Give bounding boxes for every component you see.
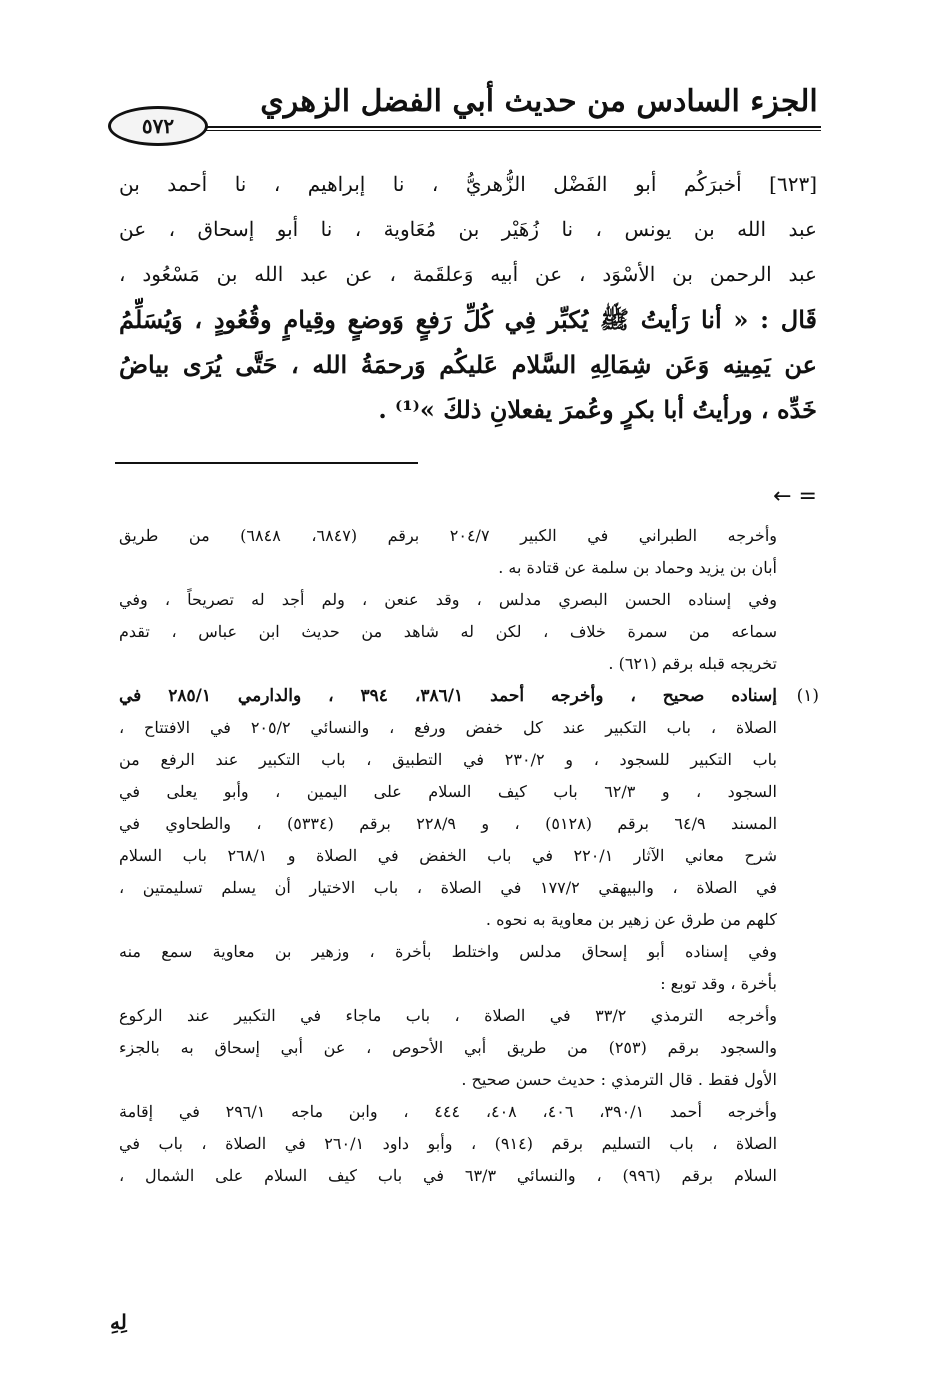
main-line: عبد الله بن يونس ، نا زُهَيْر بن مُعَاوية ، نا أبو إسحاق ، عن (119, 217, 817, 241)
footnote-line: الصلاة ، باب التكبير عند كل خفض ورفع ، والنسائي ٢٠٥/٢ في الافتتاح ، (119, 718, 778, 737)
footnote-line-text: إسناده صحيح ، وأخرجه أحمد ٣٨٦/١، ٣٩٤ ، والدارمي ٢٨٥/١ في (119, 686, 778, 706)
footnote-line: والسجود برقم (٢٥٣) من طريق أبي الأحوص ، عن أبي إسحاق به بالجزء (119, 1038, 777, 1057)
footnote-line: باب التكبير للسجود ، و ٢٣٠/٢ في التطبيق ، باب التكبير عند الرفع من (119, 750, 777, 769)
footnote-line: تخريجه قبله برقم (٦٢١) . (608, 654, 777, 673)
page-number-badge (108, 106, 208, 146)
main-line-bold (119, 387, 817, 432)
footnote-line: الأول فقط . قال الترمذي : حديث حسن صحيح . (461, 1070, 777, 1089)
footnote-line: أبان بن يزيد وحماد بن سلمة عن قتادة به . (498, 558, 777, 577)
footnote-line: وأخرجه الطبراني في الكبير ٢٠٤/٧ برقم (٦٨٤٧، ٦٨٤٨) من طريق (119, 526, 777, 545)
continuation-mark: = ← (773, 484, 817, 509)
main-line-bold (119, 297, 817, 342)
main-line-bold-text: قَال : « أنا رَأيتُ ﷺ يُكبِّر فِي كُلِّ رَفعٍ وَوضعٍ وقِيامٍ وقُعُودٍ ، وَيُسَلِّمُ (119, 305, 817, 334)
main-line-bold (119, 342, 817, 387)
footnote-line: وفي إسناده أبو إسحاق مدلس واختلط بأخرة ، وزهير بن معاوية سمع منه (119, 942, 777, 961)
main-hadith-text (119, 162, 817, 432)
page-number: ٥٧٢ (141, 114, 175, 138)
footer-catchword: لِهِ (110, 1310, 127, 1334)
footnote-separator (115, 462, 418, 464)
footnote-line: السلام برقم (٩٩٦) ، والنسائي ٦٣/٣ في باب كيف السلام على الشمال ، (119, 1166, 778, 1185)
footnote-line: كلهم من طرق عن زهير بن معاوية به نحوه . (485, 910, 777, 929)
footnote-line: المسند ٦٤/٩ برقم (٥١٢٨) ، و ٢٢٨/٩ برقم (٥٣٣٤) ، والطحاوي في (119, 814, 778, 833)
footnote-line: الصلاة ، باب التسليم برقم (٩١٤) ، وأبو داود ٢٦٠/١ في الصلاة ، باب في (119, 1134, 778, 1153)
footnote-line: وفي إسناده الحسن البصري مدلس ، وقد عنعن ، ولم أجد له تصريحاً ، وفي (119, 590, 777, 609)
footnote-line: شرح معاني الآثار ٢٢٠/١ في باب الخفض في الصلاة و ٢٦٨/١ باب السلام (119, 846, 778, 865)
footnote-line: السجود ، و ٦٢/٣ باب كيف السلام على اليمين ، وأبو يعلى في (119, 782, 777, 801)
footnote-line: وأخرجه الترمذي ٣٣/٢ في الصلاة ، باب ماجاء في التكبير عند الركوع (119, 1006, 777, 1025)
footnote-line: في الصلاة ، والبيهقي ١٧٧/٢ في الصلاة ، باب الاختيار أن يسلم تسليمتين ، (119, 878, 778, 897)
main-line: [٦٢٣] أخبرَكُم أبو الفَضْل الزُّهريُّ ، نا إبراهيم ، نا أحمد بن (119, 172, 817, 196)
footnote-line: سماعه من سمرة خلاف ، لكن له شاهد من حديث ابن عباس ، تقدم (119, 622, 777, 641)
footnote-line-numbered (119, 680, 817, 712)
footnotes (119, 520, 817, 1192)
running-header-title: الجزء السادس من حديث أبي الفضل الزهري (260, 84, 818, 119)
footnote-line: بأخرة ، وقد توبع : (660, 974, 777, 993)
main-line: عبد الرحمن بن الأسْوَد ، عن أبيه وَعلقَمة ، عن عبد الله بن مَسْعُود ، (119, 262, 817, 286)
header-rule-thin (200, 130, 821, 131)
header-rule (200, 126, 821, 128)
footnote-number: (١) (796, 686, 819, 706)
main-line-bold-text: عن يَمِينِه وَعَن شِمَالِهِ السَّلام عَليكُم وَرحمَةُ الله ، حَتَّى يُرَى بياضُ (119, 350, 817, 379)
footnote-line: وأخرجه أحمد ٣٩٠/١، ٤٠٦، ٤٠٨، ٤٤٤ ، وابن ماجه ٢٩٦/١ في إقامة (119, 1102, 778, 1121)
main-line-bold-text: خَدِّه ، ورأيتُ أبا بكرٍ وعُمرَ يفعلانِ ذلكَ »⁽¹⁾ . (378, 395, 817, 424)
